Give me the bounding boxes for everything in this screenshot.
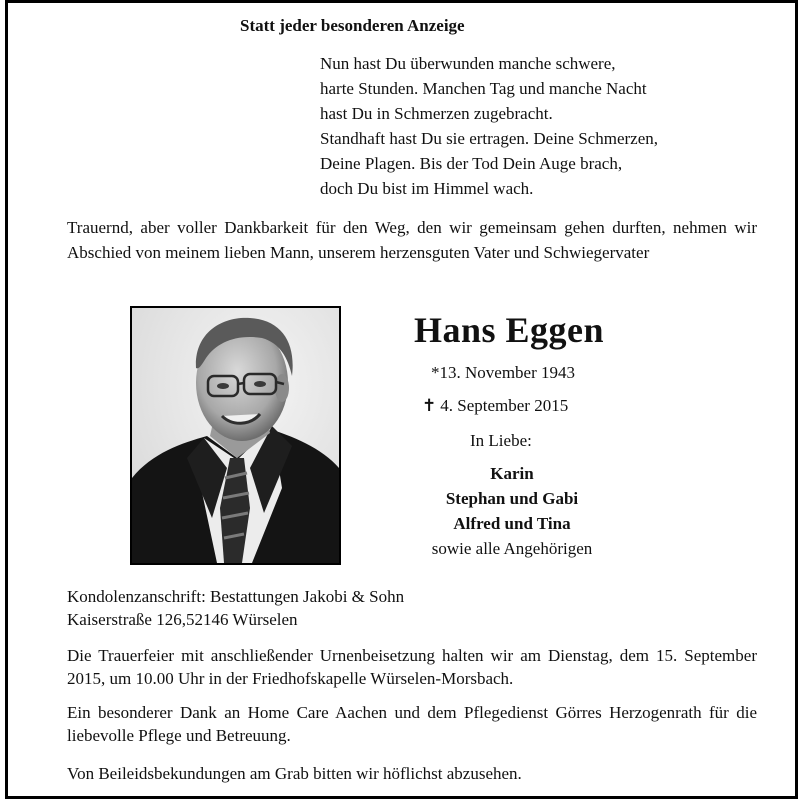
poem-line: Nun hast Du überwunden manche schwere, <box>320 54 616 73</box>
condolence-line: Kaiserstraße 126,52146 Würselen <box>67 610 298 629</box>
death-date-line <box>422 396 568 416</box>
poem-line: doch Du bist im Himmel wach. <box>320 179 534 198</box>
condolence-address <box>67 585 757 631</box>
signer-others: sowie alle Angehörigen <box>431 539 593 558</box>
cross-icon: ✝ <box>422 396 437 415</box>
birth-date: *13. November 1943 <box>431 363 576 382</box>
funeral-info: Die Trauerfeier mit anschließender Urnenbeisetzung halten wir am Dienstag, dem 15. September 2015, um 10.00 Uhr in der Friedhofskapelle Würselen-Morsbach. <box>67 646 757 688</box>
portrait-photo <box>130 306 341 565</box>
thanks-paragraph: Ein besonderer Dank an Home Care Aachen und dem Pflegedienst Görres Herzogenrath für die liebevolle Pflege und Betreuung. <box>67 703 757 745</box>
deceased-name: Hans Eggen <box>414 310 605 350</box>
signer-name: Karin <box>490 464 534 483</box>
signers <box>388 461 636 561</box>
header-title: Statt jeder besonderen Anzeige <box>240 16 465 35</box>
poem-line: hast Du in Schmerzen zugebracht. <box>320 104 553 123</box>
intro-paragraph: Trauernd, aber voller Dankbarkeit für den Weg, den wir gemeinsam gehen durften, nehmen wir Abschied von meinem lieben Mann, unserem herzensguten Vater und Schwiegervater <box>67 218 757 262</box>
signer-name: Alfred und Tina <box>453 514 571 533</box>
poem-line: Deine Plagen. Bis der Tod Dein Auge brach, <box>320 154 623 173</box>
obituary-frame <box>5 0 798 799</box>
poem <box>320 51 760 201</box>
condolence-note: Von Beileidsbekundungen am Grab bitten wir höflichst abzusehen. <box>67 764 522 783</box>
portrait-photo-icon <box>132 308 339 563</box>
in-love-label: In Liebe: <box>470 431 532 450</box>
signer-name: Stephan und Gabi <box>445 489 579 508</box>
poem-line: Standhaft hast Du sie ertragen. Deine Schmerzen, <box>320 129 658 148</box>
condolence-line: Kondolenzanschrift: Bestattungen Jakobi & Sohn <box>67 587 405 606</box>
death-date: 4. September 2015 <box>440 396 569 415</box>
poem-line: harte Stunden. Manchen Tag und manche Nacht <box>320 79 647 98</box>
